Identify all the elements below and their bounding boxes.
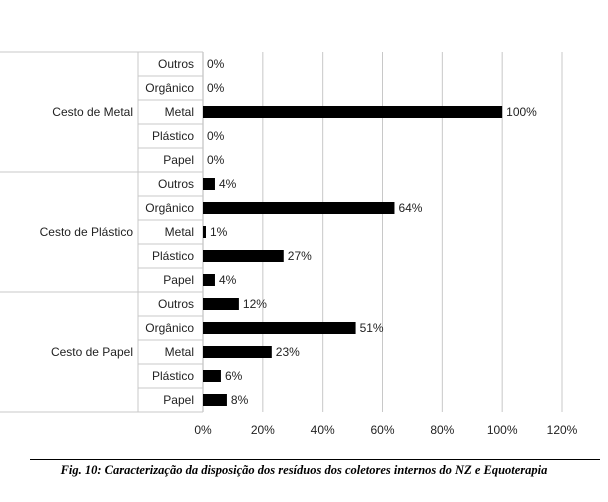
category-label: Papel	[163, 153, 194, 167]
category-label: Plástico	[151, 129, 194, 143]
data-label: 23%	[275, 345, 300, 359]
category-label: Papel	[163, 273, 194, 287]
bar	[203, 250, 284, 262]
bar	[203, 202, 394, 214]
bar	[203, 322, 356, 334]
category-label: Plástico	[151, 249, 194, 263]
x-tick-label: 0%	[194, 423, 212, 437]
bar	[203, 298, 239, 310]
category-label: Outros	[157, 297, 194, 311]
category-label: Orgânico	[145, 321, 194, 335]
data-label: 1%	[209, 225, 228, 239]
data-label: 0%	[207, 153, 225, 167]
x-tick-label: 40%	[310, 423, 335, 437]
bar	[203, 394, 227, 406]
data-label: 4%	[218, 177, 237, 191]
category-label: Metal	[164, 225, 194, 239]
x-tick-label: 20%	[250, 423, 275, 437]
bar	[203, 274, 215, 286]
data-label: 100%	[506, 105, 537, 119]
x-tick-label: 100%	[486, 423, 518, 437]
data-label: 12%	[242, 297, 267, 311]
category-label: Outros	[157, 57, 194, 71]
bar	[203, 370, 221, 382]
data-label: 51%	[359, 321, 384, 335]
x-tick-label: 60%	[370, 423, 395, 437]
data-label: 4%	[218, 273, 237, 287]
category-label: Metal	[164, 345, 194, 359]
category-label: Plástico	[151, 369, 194, 383]
x-tick-label: 120%	[546, 423, 578, 437]
bar	[203, 226, 206, 238]
bar	[203, 106, 502, 118]
data-label: 0%	[207, 129, 225, 143]
category-label: Papel	[163, 393, 194, 407]
bars	[203, 106, 502, 406]
data-label: 6%	[224, 369, 243, 383]
data-label: 8%	[230, 393, 249, 407]
category-label: Metal	[164, 105, 194, 119]
bar	[203, 346, 272, 358]
x-tick-label: 80%	[430, 423, 455, 437]
group-label: Cesto de Metal	[52, 105, 133, 119]
data-label: 27%	[287, 249, 312, 263]
category-label: Orgânico	[145, 201, 194, 215]
data-label: 64%	[398, 201, 423, 215]
category-label: Outros	[157, 177, 194, 191]
data-label: 0%	[207, 57, 225, 71]
figure-caption: Fig. 10: Caracterização da disposição dos resíduos dos coletores internos do NZ e Equoterapia	[60, 463, 548, 477]
group-label: Cesto de Plástico	[39, 225, 133, 239]
caption-divider	[30, 459, 600, 460]
data-label: 0%	[207, 81, 225, 95]
category-label: Orgânico	[145, 81, 194, 95]
bar	[203, 178, 215, 190]
group-label: Cesto de Papel	[50, 345, 133, 359]
